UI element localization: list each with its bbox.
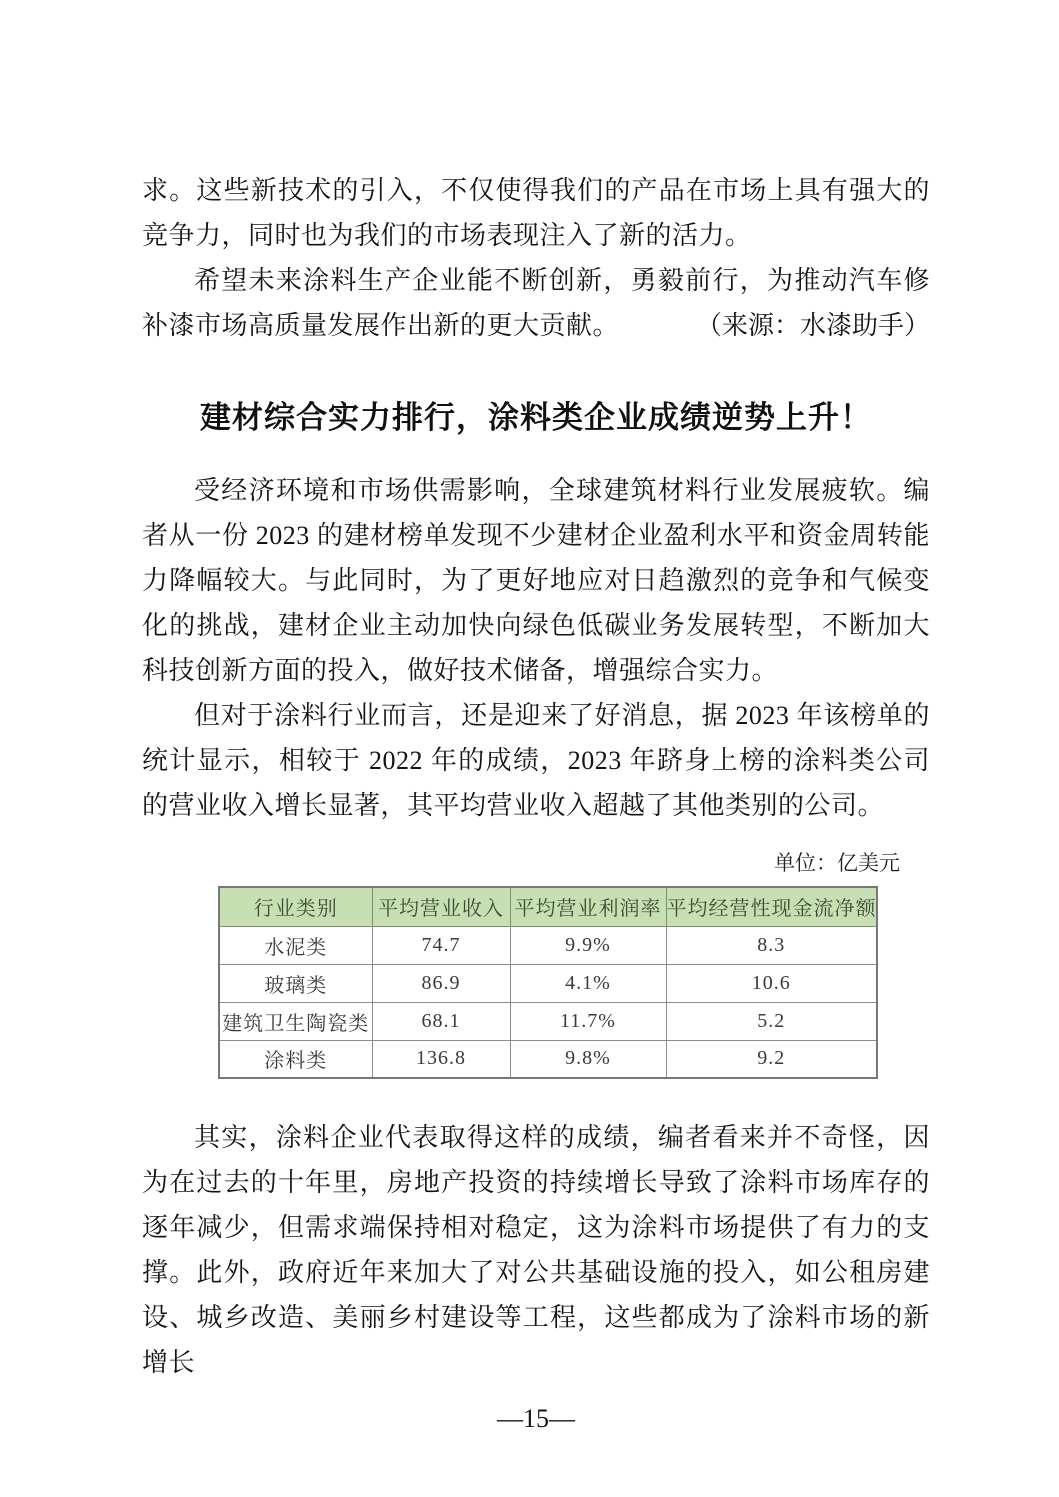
cell-margin: 11.7%	[510, 1002, 666, 1040]
cell-margin: 4.1%	[510, 964, 666, 1002]
table-row	[219, 1040, 877, 1078]
col-header-industry: 行业类别	[219, 887, 372, 926]
cell-industry: 涂料类	[219, 1040, 372, 1078]
table-row	[219, 964, 877, 1002]
cell-revenue: 86.9	[372, 964, 510, 1002]
article-heading: 建材综合实力排行，涂料类企业成绩逆势上升！	[200, 400, 872, 435]
paragraph-industry-overview: 受经济环境和市场供需影响，全球建筑材料行业发展疲软。编者从一份 2023 的建材榜单发现不少建材企业盈利水平和资金周转能力降幅较大。与此同时，为了更好地应对日趋激烈的竞争和气候变化的挑战，建材企业主动加快向绿色低碳业务发展转型，不断加大科技创新方面的投入，做好技术储备，增强综合实力。	[142, 476, 930, 685]
table-row	[219, 1002, 877, 1040]
cell-industry: 建筑卫生陶瓷类	[219, 1002, 372, 1040]
cell-margin: 9.8%	[510, 1040, 666, 1078]
cell-cashflow: 9.2	[666, 1040, 877, 1078]
col-header-avg-cashflow: 平均经营性现金流净额	[666, 887, 877, 926]
table-row	[219, 926, 877, 964]
cell-industry: 水泥类	[219, 926, 372, 964]
paragraph-coating-news: 但对于涂料行业而言，还是迎来了好消息，据 2023 年该榜单的统计显示，相较于 2022 年的成绩，2023 年跻身上榜的涂料类公司的营业收入增长显著，其平均营业收入超越了其他类别的公司。	[142, 701, 930, 820]
cell-revenue: 68.1	[372, 1002, 510, 1040]
paragraph-analysis: 其实，涂料企业代表取得这样的成绩，编者看来并不奇怪，因为在过去的十年里，房地产投资的持续增长导致了涂料市场库存的逐年减少，但需求端保持相对稳定，这为涂料市场提供了有力的支撑。此外，政府近年来加大了对公共基础设施的投入，如公租房建设、城乡改造、美丽乡村建设等工程，这些都成为了涂料市场的新增长	[142, 1123, 930, 1377]
source-attribution: （来源：水漆助手）	[695, 311, 930, 340]
table-unit-label: 单位：亿美元	[774, 852, 900, 875]
cell-revenue: 136.8	[372, 1040, 510, 1078]
table-header-row	[219, 887, 877, 926]
industry-data-table	[218, 886, 878, 1079]
page-number: —15—	[497, 1404, 575, 1433]
cell-cashflow: 5.2	[666, 1002, 877, 1040]
cell-cashflow: 8.3	[666, 926, 877, 964]
col-header-avg-revenue: 平均营业收入	[372, 887, 510, 926]
col-header-avg-margin: 平均营业利润率	[510, 887, 666, 926]
paragraph-continuation: 求。这些新技术的引入，不仅使得我们的产品在市场上具有强大的竞争力，同时也为我们的市场表现注入了新的活力。	[142, 176, 930, 250]
cell-revenue: 74.7	[372, 926, 510, 964]
industry-data-table-wrap	[218, 886, 876, 1079]
paragraph-hope: 希望未来涂料生产企业能不断创新，勇毅前行，为推动汽车修补漆市场高质量发展作出新的更大贡献。	[142, 266, 930, 340]
cell-industry: 玻璃类	[219, 964, 372, 1002]
cell-cashflow: 10.6	[666, 964, 877, 1002]
cell-margin: 9.9%	[510, 926, 666, 964]
